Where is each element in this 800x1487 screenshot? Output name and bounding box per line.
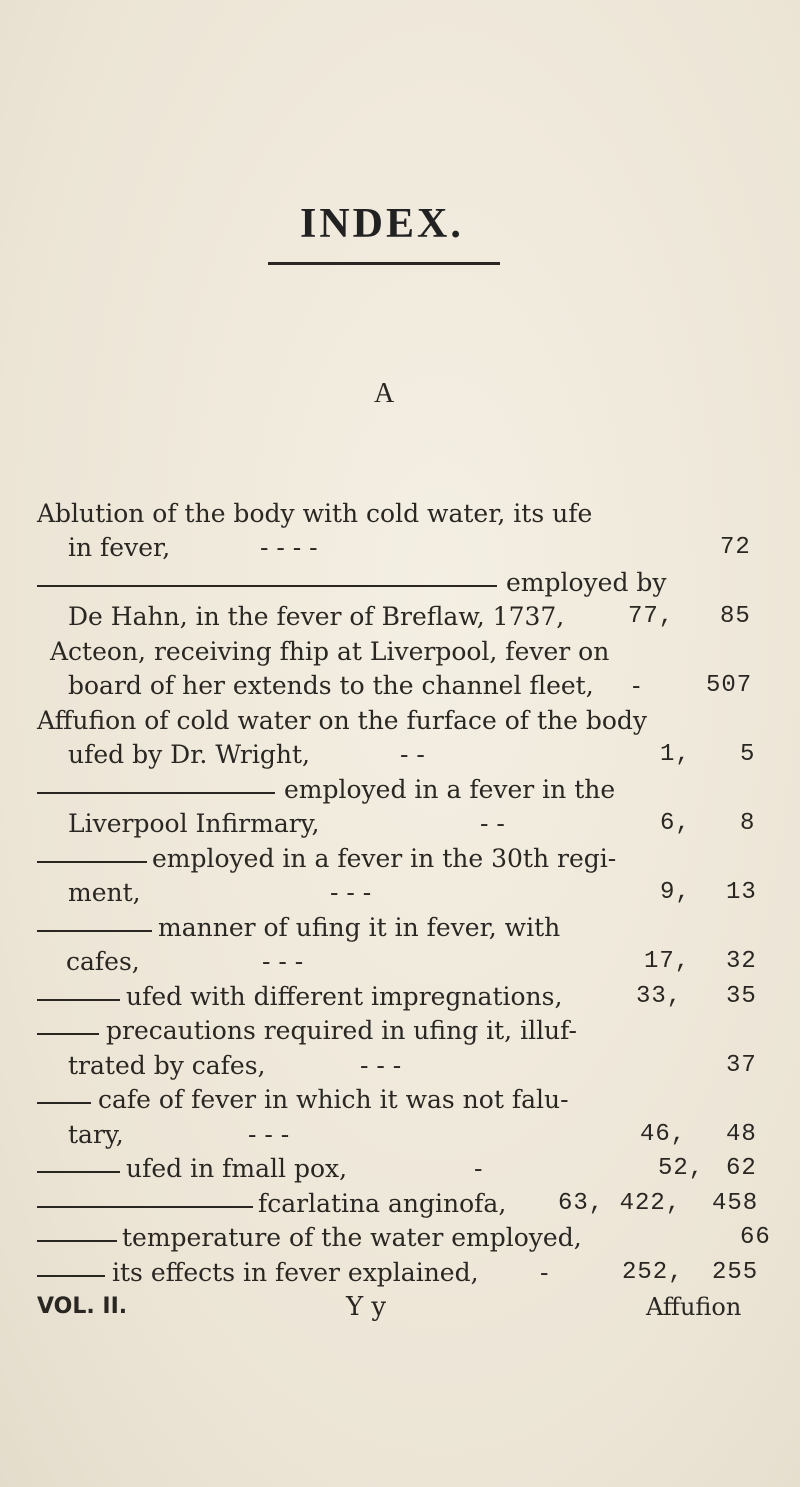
index-entry <box>0 634 800 670</box>
index-entry <box>0 1220 800 1256</box>
index-entry <box>0 565 800 601</box>
index-entry <box>0 1151 800 1187</box>
entry-text: Affufion of cold water on the furface of the body <box>37 706 648 735</box>
entry-page: 1, <box>660 741 691 768</box>
entry-page: 255 <box>712 1259 759 1286</box>
entry-page: 5 <box>740 741 756 768</box>
entry-page: 46, <box>640 1121 687 1148</box>
index-entry <box>0 979 800 1015</box>
index-entry <box>0 1082 800 1118</box>
ditto-rule <box>37 585 497 587</box>
entry-text: trated by cafes, <box>68 1051 266 1080</box>
ditto-rule <box>37 930 152 932</box>
entry-page: 37 <box>726 1052 757 1079</box>
entry-page: 77, <box>628 603 675 630</box>
entry-page: 6, <box>660 810 691 837</box>
index-entry <box>0 703 800 739</box>
entry-leader: - <box>540 1258 549 1287</box>
entry-leader: - - - <box>262 947 304 976</box>
entry-page: 66 <box>740 1224 771 1251</box>
entry-leader: - - <box>400 740 425 769</box>
entry-page: 63, 422, <box>558 1190 682 1217</box>
entry-leader: - <box>632 671 641 700</box>
ditto-rule <box>37 861 147 863</box>
entry-text: employed in a fever in the 30th regi- <box>152 844 617 873</box>
page-title: INDEX. <box>300 201 464 247</box>
index-entry <box>0 910 800 946</box>
ditto-rule <box>37 792 275 794</box>
index-entry <box>0 1186 800 1222</box>
index-entry <box>0 1255 800 1291</box>
volume-label: VOL. II. <box>37 1294 128 1319</box>
index-entry <box>0 1117 800 1153</box>
index-entry <box>0 1013 800 1049</box>
ditto-rule <box>37 1102 91 1104</box>
entry-text: Liverpool Infirmary, <box>68 809 320 838</box>
entry-text: Ablution of the body with cold water, its ufe <box>37 499 593 528</box>
index-entry <box>0 772 800 808</box>
entry-page: 9, <box>660 879 691 906</box>
index-entry <box>0 599 800 635</box>
entry-text: ufed in fmall pox, <box>126 1154 348 1183</box>
entry-text: employed in a fever in the <box>284 775 616 804</box>
title-rule <box>268 262 500 265</box>
entry-text: in fever, <box>68 533 171 562</box>
index-entry <box>0 530 800 566</box>
entry-text: employed by <box>506 568 667 597</box>
entry-text: precautions required in ufing it, illuf- <box>106 1016 577 1045</box>
entry-leader: - <box>474 1154 483 1183</box>
entry-page: 32 <box>726 948 757 975</box>
index-entry <box>0 496 800 532</box>
index-entry <box>0 875 800 911</box>
entry-page: 33, <box>636 983 683 1010</box>
entry-text: Acteon, receiving fhip at Liverpool, fever on <box>50 637 610 666</box>
entry-text: tary, <box>68 1120 124 1149</box>
entry-page: 48 <box>726 1121 757 1148</box>
index-entry <box>0 1048 800 1084</box>
ditto-rule <box>37 1240 117 1242</box>
entry-text: De Hahn, in the fever of Breflaw, 1737, <box>68 602 565 631</box>
catchword: Affufion <box>646 1293 742 1321</box>
entry-page: 13 <box>726 879 757 906</box>
entry-leader: - - - <box>248 1120 290 1149</box>
entry-page: 35 <box>726 983 757 1010</box>
entry-page: 507 <box>706 672 753 699</box>
ditto-rule <box>37 1206 253 1208</box>
entry-leader: - - - - <box>260 533 318 562</box>
ditto-rule <box>37 1275 105 1277</box>
entry-page: 17, <box>644 948 691 975</box>
entry-page: 8 <box>740 810 756 837</box>
entry-page: 458 <box>712 1190 759 1217</box>
entry-page: 52, <box>658 1155 705 1182</box>
section-letter: A <box>374 378 395 409</box>
entry-text: cafe of fever in which it was not falu- <box>98 1085 569 1114</box>
entry-text: ufed by Dr. Wright, <box>68 740 310 769</box>
entry-text: cafes, <box>66 947 140 976</box>
entry-text: manner of ufing it in fever, with <box>158 913 561 942</box>
index-entry <box>0 668 800 704</box>
index-entry <box>0 944 800 980</box>
entry-leader: - - - <box>330 878 372 907</box>
entry-page: 252, <box>622 1259 684 1286</box>
entry-text: fcarlatina anginofa, <box>258 1189 507 1218</box>
entry-text: board of her extends to the channel fleet, <box>68 671 594 700</box>
index-entry <box>0 806 800 842</box>
index-entry <box>0 841 800 877</box>
entry-page: 62 <box>726 1155 757 1182</box>
entry-text: ufed with different impregnations, <box>126 982 563 1011</box>
ditto-rule <box>37 1033 99 1035</box>
page-footer <box>0 1289 800 1325</box>
entry-page: 85 <box>720 603 751 630</box>
entry-leader: - - <box>480 809 505 838</box>
entry-text: temperature of the water employed, <box>122 1223 582 1252</box>
ditto-rule <box>37 999 120 1001</box>
entry-leader: - - - <box>360 1051 402 1080</box>
entry-text: its effects in fever explained, <box>112 1258 479 1287</box>
entry-text: ment, <box>68 878 141 907</box>
entry-page: 72 <box>720 534 751 561</box>
ditto-rule <box>37 1171 120 1173</box>
signature-mark: Y y <box>346 1292 387 1322</box>
index-entry <box>0 737 800 773</box>
